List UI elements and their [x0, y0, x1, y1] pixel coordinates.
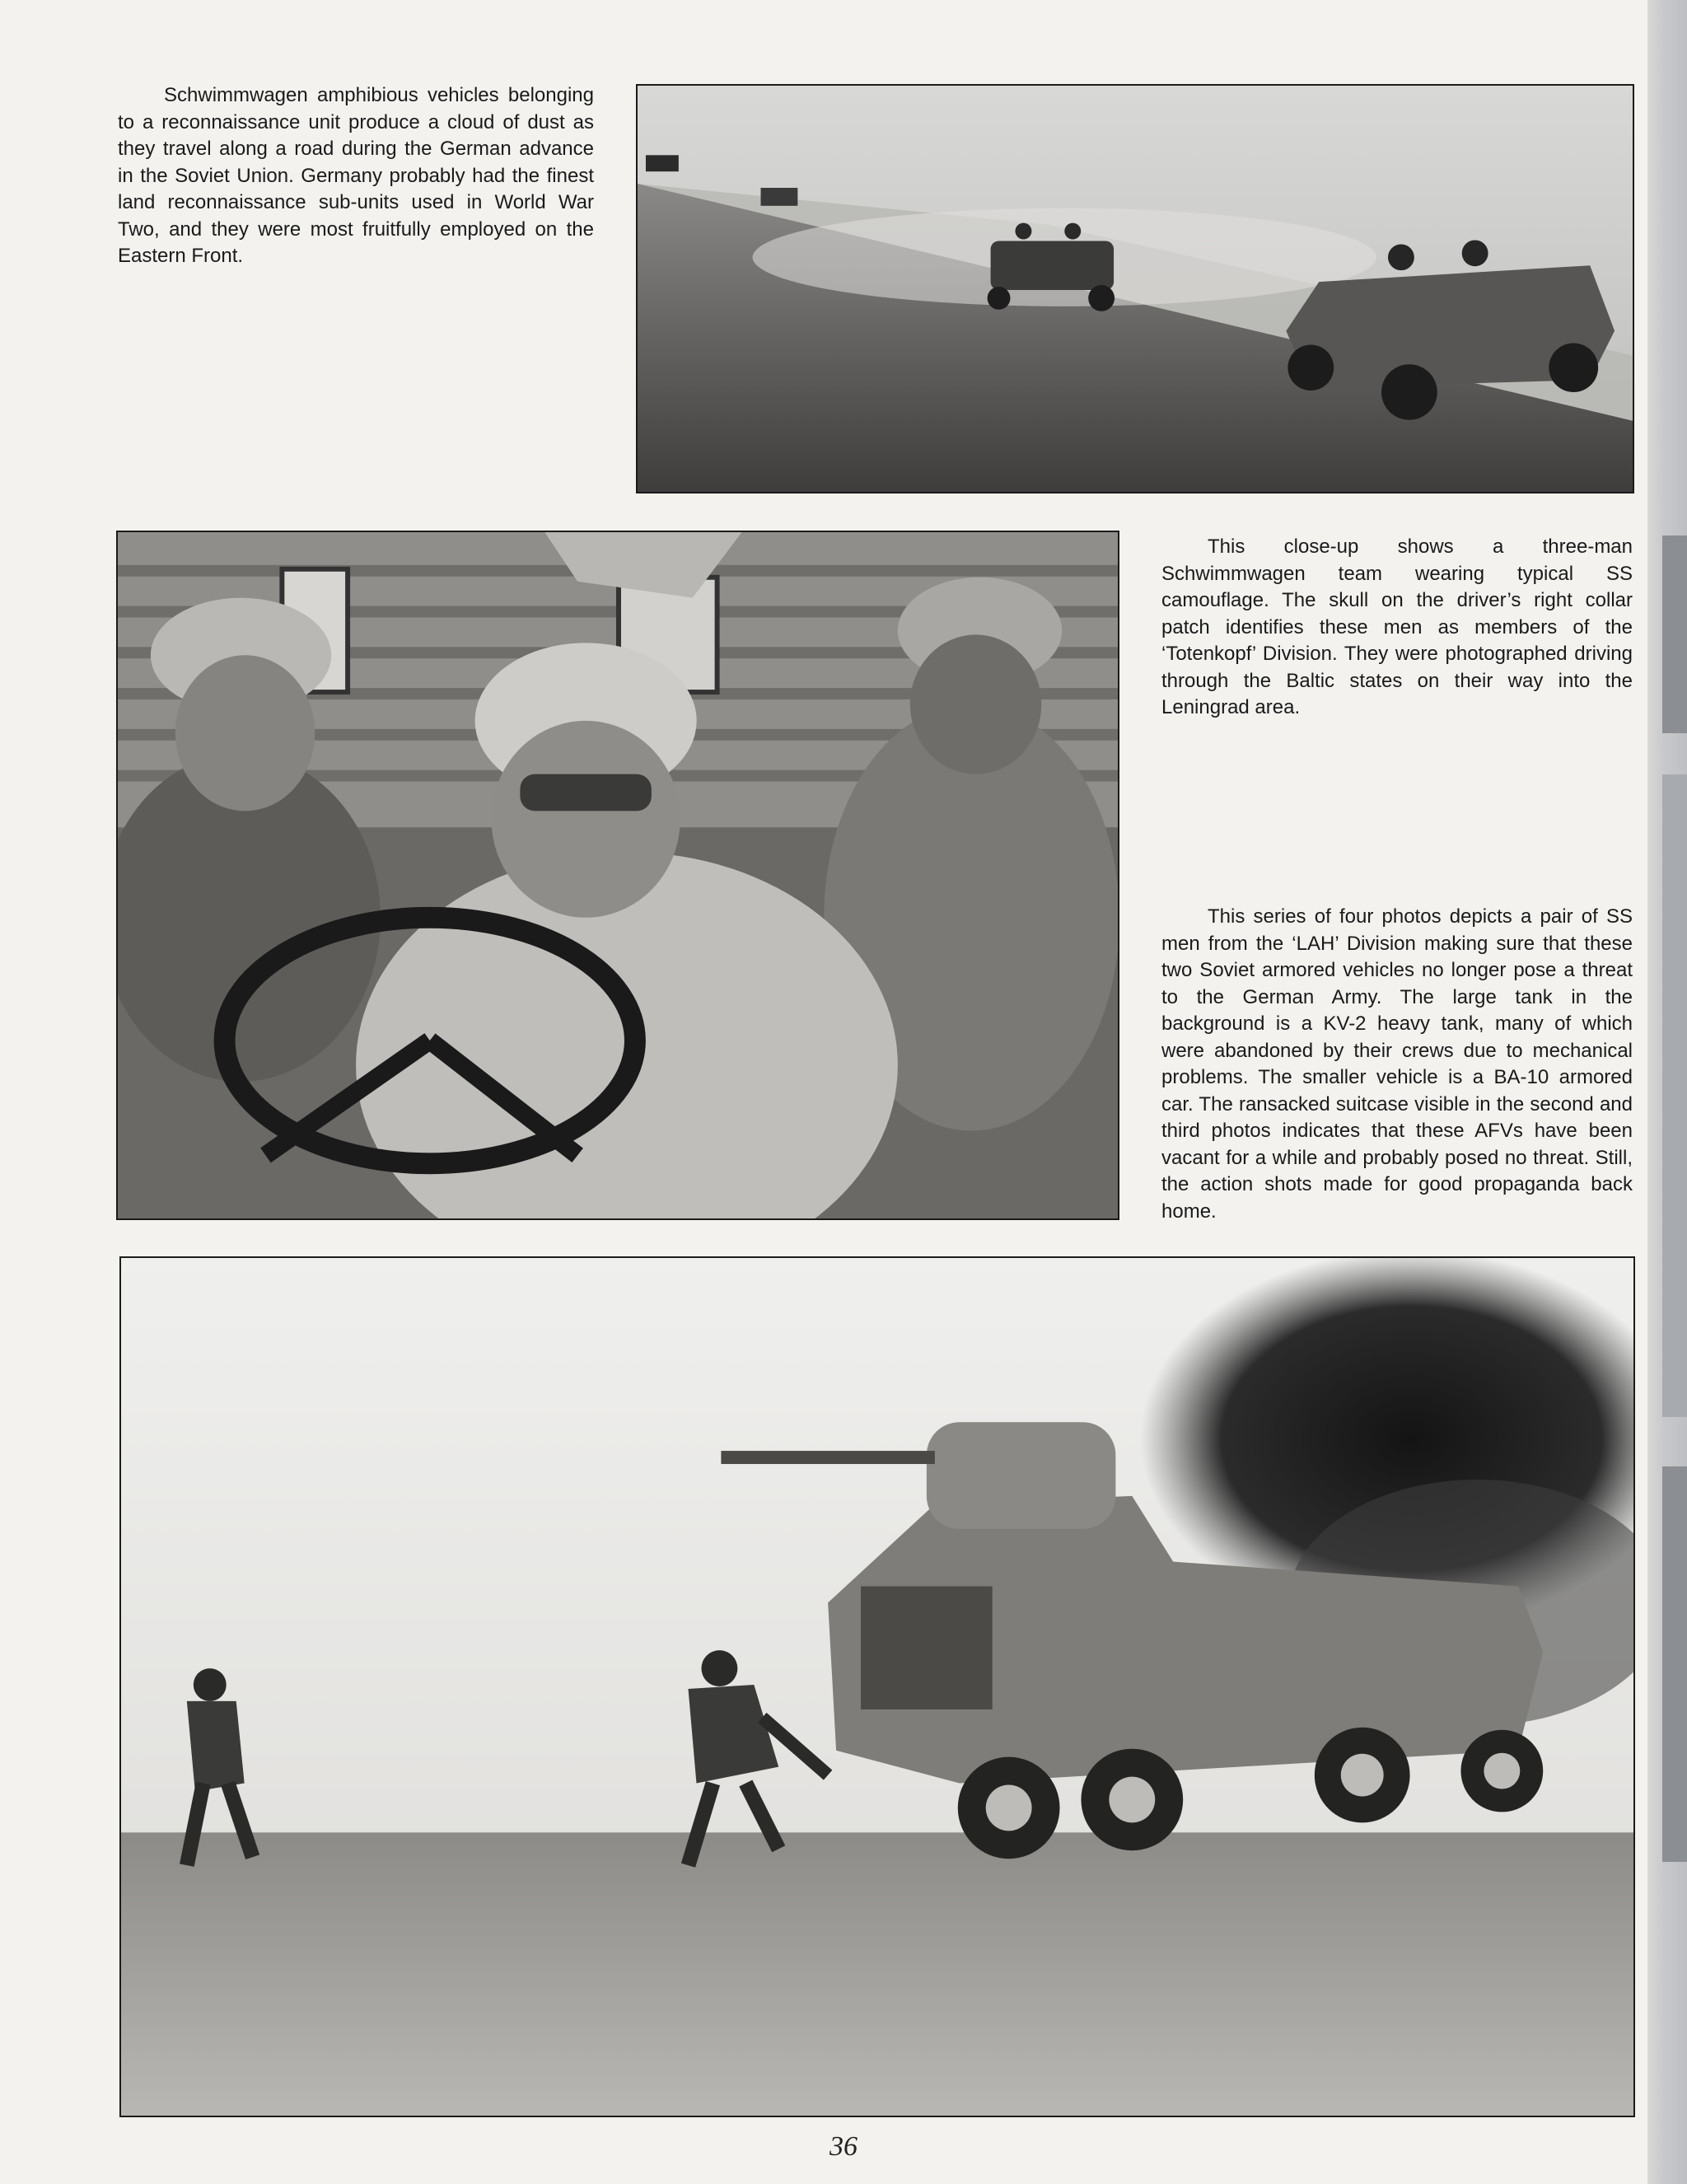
- photo-three-man-team: [116, 531, 1119, 1220]
- photo-ba10-armored-car: [119, 1256, 1635, 2117]
- page-number: 36: [829, 2131, 858, 2162]
- caption-four-photo-series: This series of four photos depicts a pair of SS men from the ‘LAH’ Division making sure that these two Soviet armored vehicles no longer pose a threat to the German Army. The large tank in the background is a KV-2 heavy tank, many of which were abandoned by their crews due to mechanical problems. The smaller vehicle is a BA-10 armored car. The ransacked suitcase visible in the second and third photos indicates that these AFVs have been vacant for a while and probably posed no threat. Still, the action shots made for good propaganda back home.: [1161, 905, 1633, 1223]
- caption-three-man-team: This close-up shows a three-man Schwimmwagen team wearing typical SS camouflage. The skull on the driver’s right collar patch identifies these men as members of the ‘Totenkopf’ Division. They were photographed driving through the Baltic states on their way into the Leningrad area.: [1161, 535, 1633, 718]
- photo-schwimmwagen-convoy: [636, 84, 1634, 493]
- caption-schwimmwagen-convoy: Schwimmwagen amphibious vehicles belonging to a reconnaissance unit produce a cloud of dust as they travel along a road during the German advance in the Soviet Union. Germany probably had the finest land reconnaissance sub-units used in World War Two, and they were most fruitfully employed on the Eastern Front.: [118, 84, 594, 267]
- next-page-edge: [1647, 0, 1687, 2184]
